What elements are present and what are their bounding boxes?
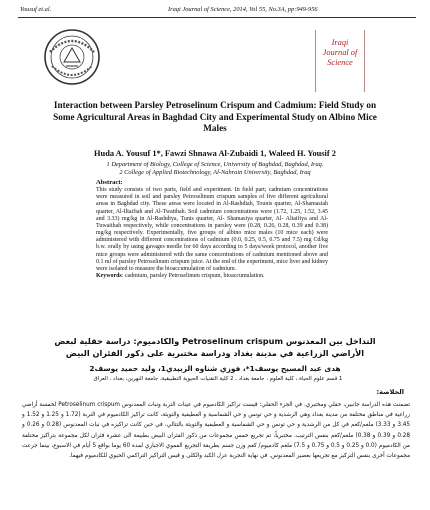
affiliation-1: 1 Department of Biology, College of Science, University of Baghdad, Baghdad, Iraq. [106, 161, 324, 168]
running-head [0, 6, 430, 18]
arabic-authors: هدى عبد المسيح يوسف1*، فوزي شناوه الزبيدي1، وليد حميد يوسف2 [89, 364, 341, 373]
running-head-rule [18, 17, 416, 18]
running-head-authors: Yousuf et.al. [20, 6, 52, 13]
keywords-line [96, 273, 328, 280]
journal-name-box [315, 30, 365, 92]
abstract-heading: Abstract: [96, 179, 123, 186]
arabic-title: التداخل بين المعدنوس Petroselinum crispum والكادميوم: دراسة حقلية لبعض الأراضي الزراعية في مدينة بغداد ودراسة مختبرية على ذكور الفئران البيض [54, 336, 376, 358]
running-head-citation: Iraqi Journal of Science, 2014, Vol 55, No.3A, pp:949-956 [168, 6, 318, 13]
affiliation-2: 2 College of Applied Biotechnology, Al-Nahrain University, Baghdad, Iraq [119, 169, 311, 176]
arabic-abstract-text: تضمنت هذه الدراسة جانبين، حقلي ومختبري. في الجزء الحقلي؛ قيست تراكيز الكادميوم في عينات التربة ونبات المعدنوس Petroselinum crispum لخمسة أراضي زراعية في مناطق مختلفة من مدينة بغداد وهي الرشدية و حي تونس و حي الشماسية و العطيفية والتويثة، كانت تراكيز الكادميوم في التربة (1.72 و 1.25 و 1.52 و 3.45 و 3.33) ملغم/كغم في كل من الرشدية و حي تونس و حي الشماسية و العطيفية والتويثة بالتتالي، في حين كانت تراكيزه في نبات المعدنوس (0.28 و 0.26 و 0.28 و 0.39 و 0.38) ملغم/كغم بنفس الترتيب. مختبرياً، تم تجريع خمس مجموعات من ذكور الفئران البيض بطبيعة الى عشرة فئران لكل مجموعة بتراكيز مختلفة من الكادميوم (0.0 و 0.25 و 0.5 و 0.75 و 7.5) ملغم كادميوم/ كغم وزن جسم بطريقة التجريع الفموي الاجباري لمدة 60 يوما بواقع 5 أيام في الاسبوع، بينما جرعت مجموعات أخرى بنفس التركيز مع تجريعها بعصير المعدنوس. في نهاية التجربة عزل الكبد والكلى و قيس التراكيز التراكمي الحيوي للكادميوم فيهما. [22, 402, 411, 460]
abstract-text: This study consists of two parts, field and experiment. In field part; cadmium concentrations were measured in soil and parsley Petroselinum crispum samples of five different agricultural areas in Baghdad city. These areas were located in Al-Rashdiah, Tounis quarter, Al-Shamasiah quarter, Al-Iltaifiah and Al-Twaithah. Soil cadmium concentrations were (1.72, 1.25, 1.52, 3.45 and 3.33) mg/kg in Al-Rashdiya, Tunis quarter, Al- Shamasiya quarter, Al- Altaifiya and Al-Tuwaithah respectively, while concentrations in parsley were (0.28, 0.26, 0.28, 0.39 and 0.38) mg/kg respectively. Experimentally, five groups of albino mice males (10 mice each) were administered with different concentrations of cadmium (0.0, 0.25, 0.5, 0.75 and 7.5) mg Cd/kg b.w. orally by using gavages needle for 60 days according to 5 days/week protocol, another five mice groups were administered with the same concentrations of cadmium mentioned above and 0.1 ml of parsley Petroselinum crispum juice. At the end of the experiment, mice liver and kidney were isolated to measure the bioaccumulation of cadmium. [96, 187, 328, 272]
journal-name-line-3: Science [327, 58, 353, 67]
arabic-affiliation: 1 قسم علوم الحياة ، كلية العلوم ، جامعة بغداد ، 2 كلية التقنيات الحيوية التطبيقية، جامعة النهرين، بغداد ، العراق [93, 376, 343, 382]
article-title: Interaction between Parsley Petroselinum Crispum and Cadmium: Field Study on Some Agricultural Areas in Baghdad City and Experimental Study on Albino Mice Males [53, 100, 377, 134]
abstract-section [96, 179, 328, 280]
journal-name-line-2: Journal of [322, 48, 358, 57]
keywords-text: : cadmium, parsley Petroselinum crispum, bioaccumulation. [121, 273, 265, 280]
keywords-label: Keywords [96, 273, 122, 280]
university-seal-icon [42, 26, 102, 88]
arabic-abstract-heading: الخلاصة: [376, 388, 404, 396]
journal-name-line-1: Iraqi [331, 38, 349, 47]
article-authors: Huda A. Yousuf 1*, Fawzi Shnawa Al-Zubaidi 1, Waleed H. Yousif 2 [94, 149, 336, 158]
